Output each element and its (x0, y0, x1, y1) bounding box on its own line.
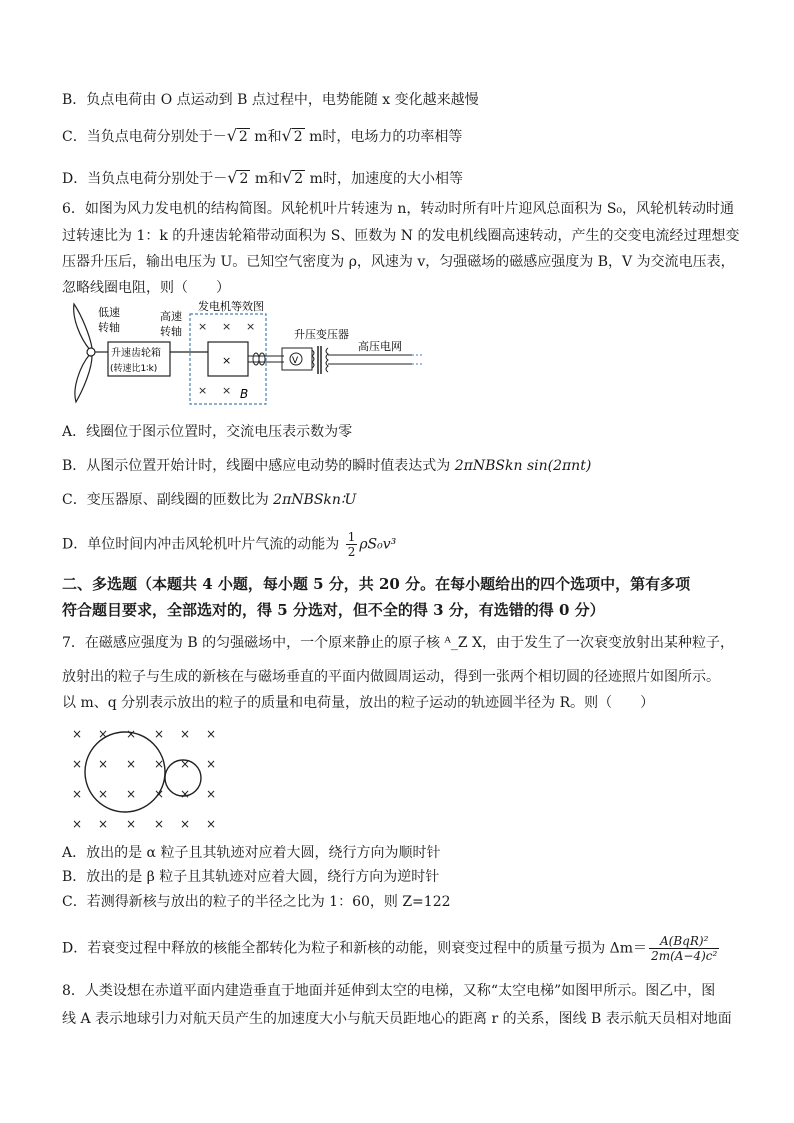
shaft-label-1: 转轴 (98, 321, 120, 334)
large-track-circle (85, 732, 165, 812)
voltmeter-label: V (292, 356, 299, 366)
turbine-blades-icon (74, 304, 95, 402)
field-x-mark: × (206, 727, 217, 741)
q7-option-d-text: D．若衰变过程中释放的核能全都转化为粒子和新核的动能，则衰变过程中的质量亏损为 Δm＝ (62, 940, 648, 957)
field-x-mark: × (98, 817, 109, 831)
field-x-mark: × (180, 817, 191, 831)
svg-text:×: × (198, 320, 208, 333)
secondary-coil-icon (326, 348, 328, 372)
q6-option-c (62, 490, 356, 510)
field-marks (72, 727, 216, 831)
transformer-label: 升压变压器 (294, 328, 349, 341)
q5-option-c-suffix: m时，电场力的功率相等 (309, 129, 463, 145)
q5-c-sqrt-2: 2 (293, 129, 303, 145)
sqrt-icon: √ (282, 168, 293, 187)
field-x-mark: × (72, 787, 83, 801)
q6-stem-line-1: 6．如图为风力发电机的结构简图。风轮机叶片转速为 n，转动时所有叶片迎风总面积为 S₀，风轮机转动时通 (62, 201, 735, 217)
field-x-mark: × (206, 787, 217, 801)
coil-field-mark: × (222, 354, 232, 367)
sqrt-icon: √ (227, 168, 238, 187)
q5-option-d-prefix: D．当负点电荷分别处于－ (62, 171, 228, 187)
q6-stem-line-4: 忽略线圈电阻，则（ ） (62, 280, 230, 296)
q5-option-c (62, 126, 462, 147)
svg-text:×: × (222, 320, 232, 333)
q6-option-d (62, 530, 396, 559)
q6-option-d-text: D．单位时间内冲击风轮机叶片气流的动能为 (62, 536, 344, 553)
q5-d-sqrt-2: 2 (294, 171, 304, 187)
field-x-mark: × (72, 817, 83, 831)
sqrt-icon: √ (226, 126, 237, 145)
field-x-mark: × (126, 817, 137, 831)
q7-option-d (62, 934, 721, 963)
low-speed-label: 低速 (98, 306, 120, 319)
field-x-mark: × (98, 727, 109, 741)
field-x-mark: × (126, 757, 137, 771)
q6-option-d-fraction: $\frac{1}{2}$ (347, 530, 356, 559)
q7-option-c: C．若测得新核与放出的粒子的半径之比为 1：60，则 Z=122 (62, 894, 451, 910)
field-x-mark: × (180, 757, 191, 771)
shaft-label-2: 转轴 (160, 325, 182, 338)
q6-option-b-expr: 2πNBSkn sin(2πnt) (454, 458, 592, 474)
field-x-mark: × (154, 817, 165, 831)
q7-stem-line-3: 以 m、q 分别表示放出的粒子的质量和电荷量，放出的粒子运动的轨迹圆半径为 R。则（ ） (62, 695, 655, 711)
q7-stem-line-2: 放射出的粒子与生成的新核在与磁场垂直的平面内做圆周运动，得到一张两个相切圆的径迹照片如图所示。 (62, 669, 720, 685)
q5-option-c-mid: m和 (254, 129, 282, 145)
grid-label: 高压电网 (358, 340, 402, 353)
field-x-mark: × (72, 757, 83, 771)
svg-text:×: × (198, 384, 208, 397)
decay-track-diagram (62, 722, 222, 834)
q5-option-d-suffix: m时，加速度的大小相等 (309, 171, 463, 187)
q6-stem-line-3: 压器升压后，输出电压为 U。已知空气密度为 ρ，风速为 v，匀强磁场的磁感应强度为 B，V 为交流电压表， (62, 254, 735, 270)
wind-turbine-diagram (62, 298, 442, 410)
q6-stem-line-2: 过转速比为 1：k 的升速齿轮箱带动面积为 S、匝数为 N 的发电机线圈高速转动，产生的交变电流经过理想变 (62, 228, 740, 244)
q5-c-sqrt-1: 2 (238, 129, 248, 145)
q7-option-d-fraction: $\frac{\text{A(BqR)²}}{\text{2m(A−4)c²}}$ (651, 934, 718, 963)
sqrt-icon: √ (281, 126, 292, 145)
field-x-mark: × (180, 727, 191, 741)
field-x-mark: × (206, 817, 217, 831)
q6-option-a: A．线圈位于图示位置时，交流电压表示数为零 (62, 424, 353, 440)
svg-text:×: × (246, 320, 256, 333)
field-x-mark: × (154, 787, 165, 801)
generator-label: 发电机等效图 (198, 300, 264, 313)
q8-stem-line-2: 线 A 表示地球引力对航天员产生的加速度大小与航天员距地心的距离 r 的关系，图线 B 表示航天员相对地面 (62, 1011, 732, 1027)
q6-option-c-text: C．变压器原、副线圈的匝数比为 (62, 492, 274, 508)
q6-option-b (62, 456, 591, 476)
field-x-mark: × (206, 757, 217, 771)
q5-option-d (62, 168, 463, 189)
q5-d-sqrt-1: 2 (239, 171, 249, 187)
field-x-mark: × (72, 727, 83, 741)
q5-option-b: B．负点电荷由 O 点运动到 B 点过程中，电势能随 x 变化越来越慢 (62, 92, 479, 108)
field-x-mark: × (154, 727, 165, 741)
high-speed-label: 高速 (160, 310, 182, 323)
gear-ratio-label: (转速比1∶k) (110, 364, 158, 374)
field-x-mark: × (126, 787, 137, 801)
q7-option-b: B．放出的是 β 粒子且其轨迹对应着大圆，绕行方向为逆时针 (62, 869, 440, 885)
q6-option-b-text: B．从图示位置开始计时，线圈中感应电动势的瞬时值表达式为 (62, 458, 455, 474)
field-x-mark: × (98, 787, 109, 801)
section-2-heading-line-2: 符合题目要求，全部选对的，得 5 分选对，但不全的得 3 分，有选错的得 0 分） (62, 601, 605, 619)
q7-stem-line-1: 7．在磁感应强度为 B 的匀强磁场中，一个原来静止的原子核 ᴬ_Z X，由于发生了一次衰变放射出某种粒子， (62, 635, 735, 651)
field-x-mark: × (180, 787, 191, 801)
q5-option-d-mid: m和 (254, 171, 283, 187)
q6-option-d-expr: ρS₀v³ (359, 536, 397, 553)
section-2-heading-line-1: 二、多选题（本题共 4 小题，每小题 5 分，共 20 分。在每小题给出的四个选项中，第有多项 (62, 575, 691, 593)
q7-option-a: A．放出的是 α 粒子且其轨迹对应着大圆，绕行方向为顺时针 (62, 845, 441, 861)
field-x-mark: × (154, 757, 165, 771)
gearbox-label: 升速齿轮箱 (111, 348, 161, 359)
q6-option-c-expr: 2πNBSkn∶U (273, 492, 357, 508)
q5-option-c-prefix: C．当负点电荷分别处于－ (62, 129, 227, 145)
svg-text:×: × (222, 384, 232, 397)
b-field-label: B (240, 387, 249, 401)
field-x-mark: × (98, 757, 109, 771)
q8-stem-line-1: 8．人类设想在赤道平面内建造垂直于地面并延伸到太空的电梯，又称“太空电梯”如图甲所示。图乙中，图 (62, 983, 716, 999)
field-x-mark: × (126, 727, 137, 741)
